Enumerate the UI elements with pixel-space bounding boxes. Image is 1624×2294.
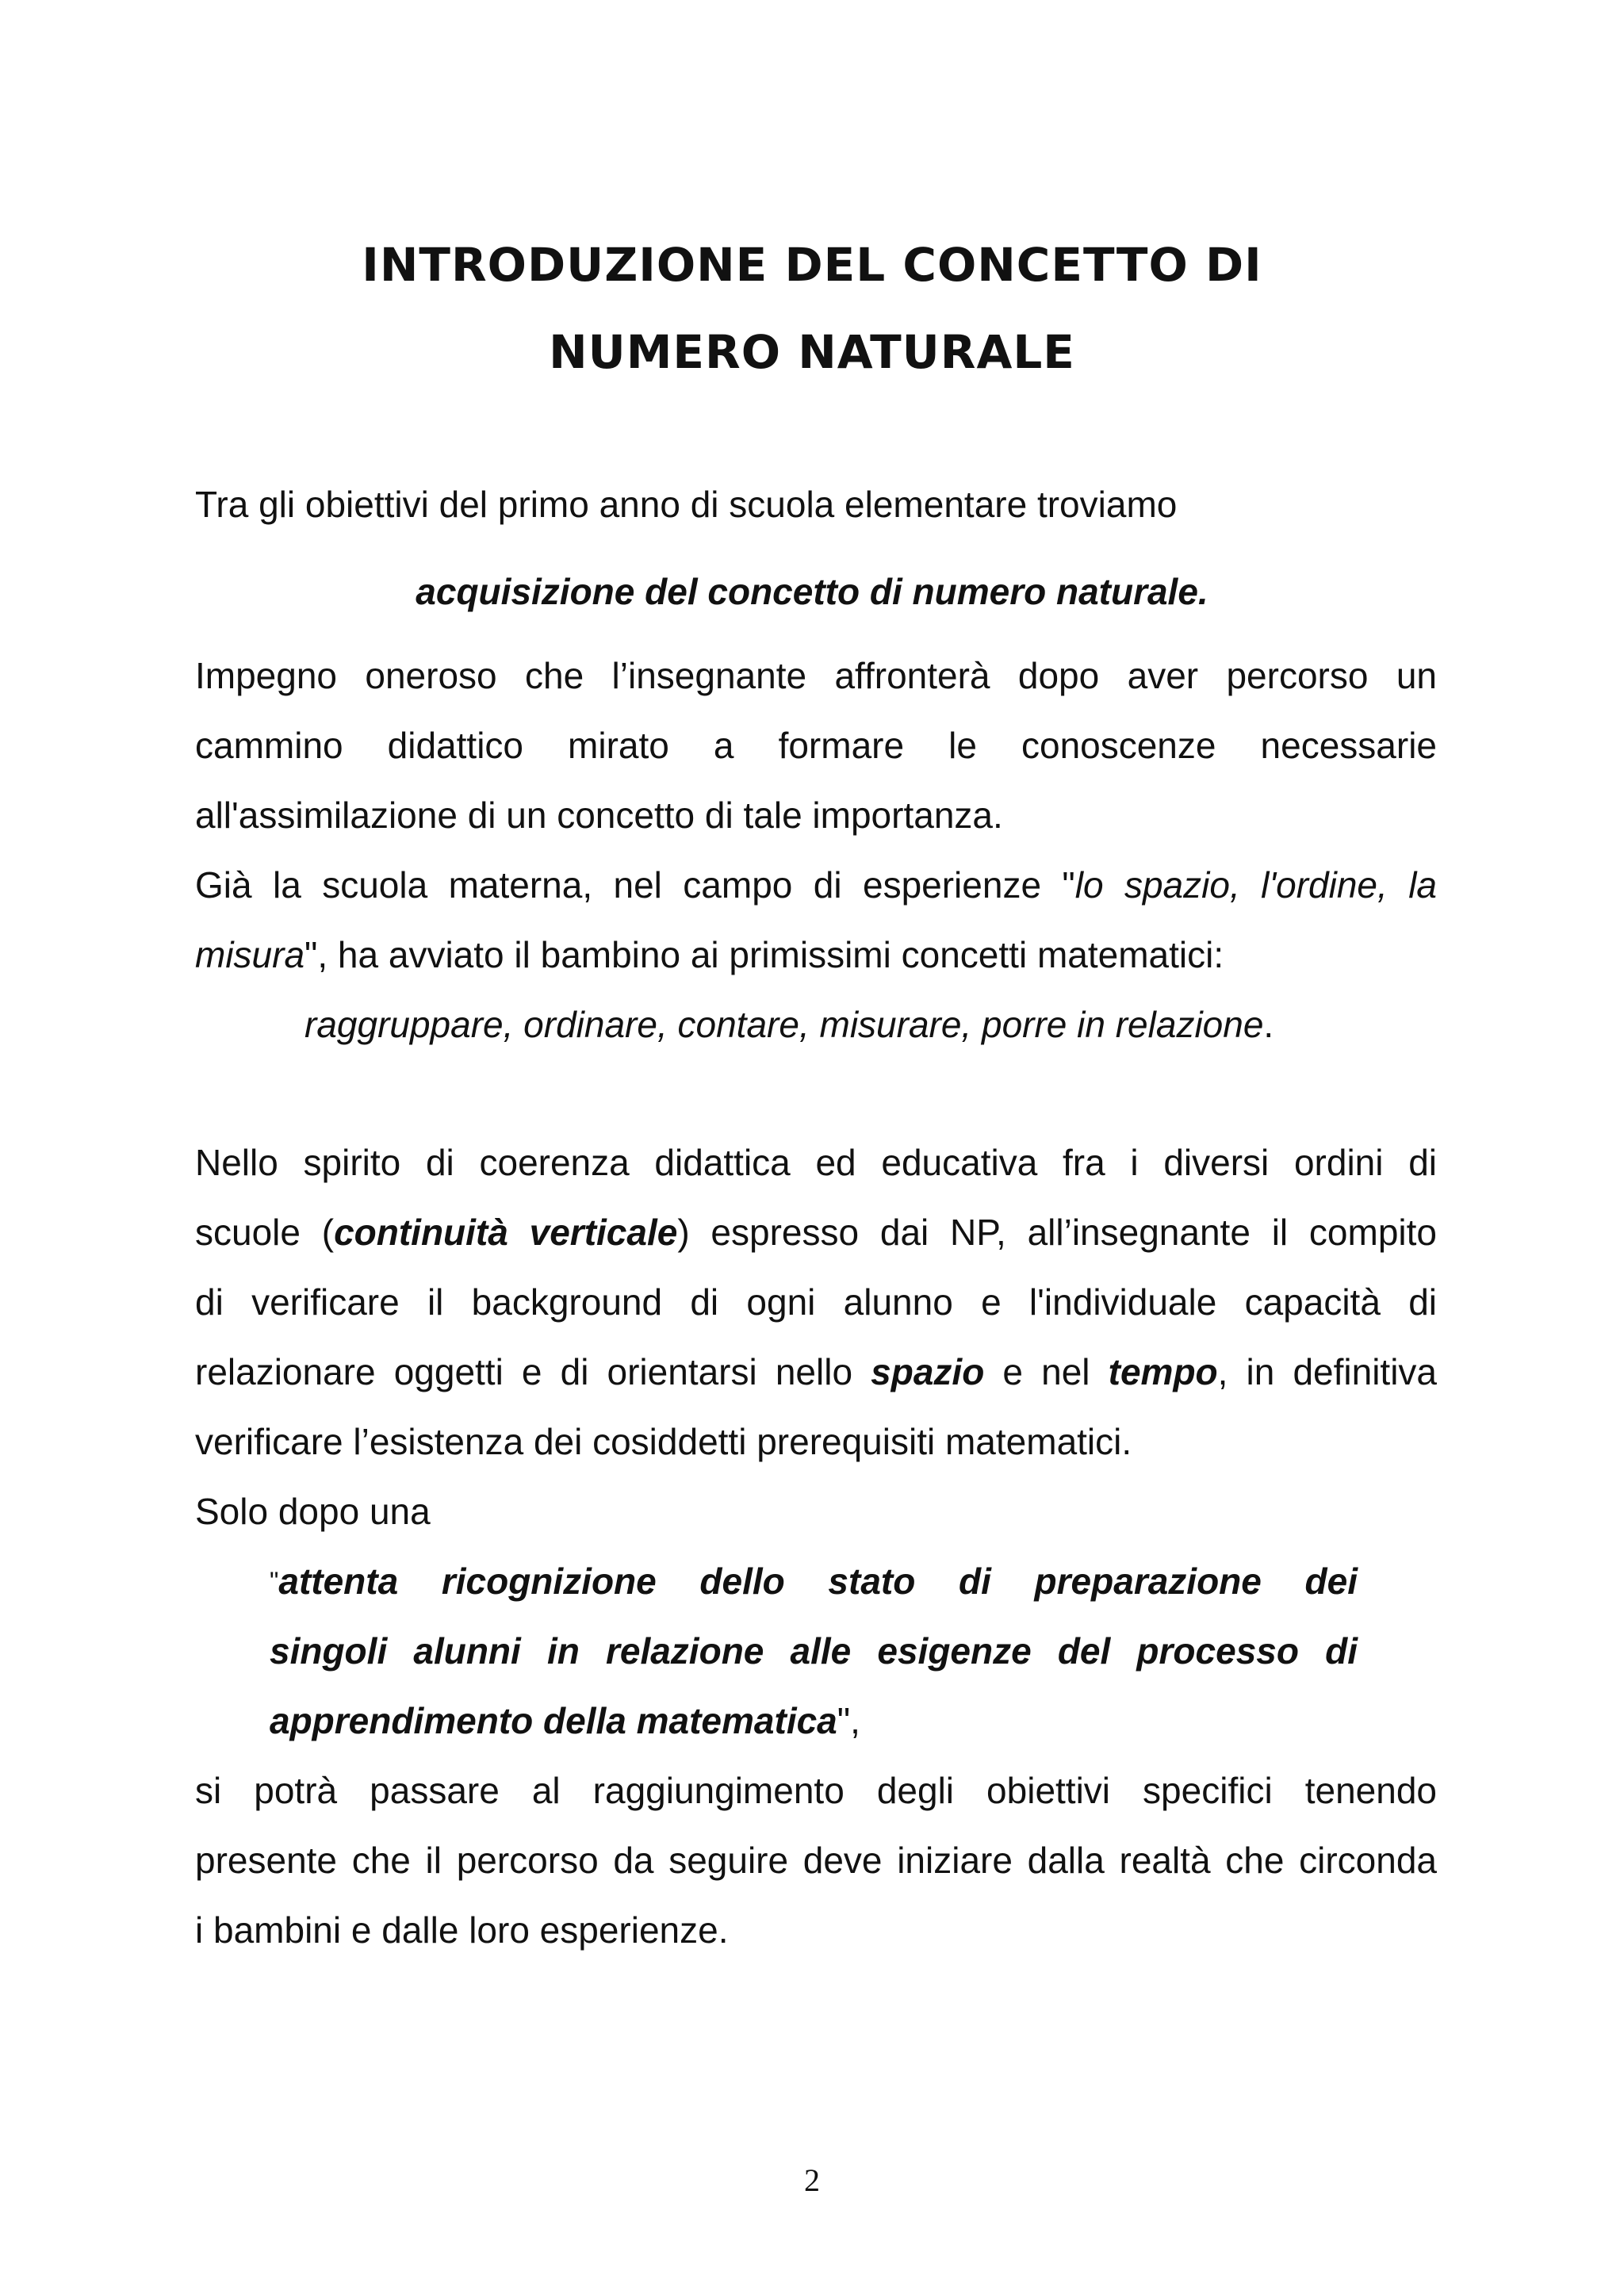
quote-line-3 [270,1686,1358,1756]
quote-text-3: apprendimento della matematica [270,1700,837,1741]
para2-list-end: . [1263,1004,1274,1045]
para4-line-3: i bambini e dalle loro esperienze. [195,1909,729,1951]
quote-line-2 [270,1616,1358,1686]
para2-text-2: ", ha avviato il bambino ai primissimi concetti matematici: [304,934,1224,975]
page-number: 2 [804,2162,820,2198]
para3-emphasis: continuità verticale [334,1212,678,1253]
quote-text-2: singoli alunni in relazione alle esigenze del processo di [270,1630,1358,1672]
quote-open: " [270,1567,279,1595]
quote-close: ", [837,1700,860,1741]
para3-text-d: relazionare oggetti e di orientarsi nello [195,1351,871,1392]
para3-line-2 [195,1197,1437,1267]
para2-text: Già la scuola materna, nel campo di esperienze " [195,864,1075,906]
para2-line-1 [195,850,1437,920]
para4-line-1: si potrà passare al raggiungimento degli obiettivi specifici tenendo [195,1770,1437,1811]
para1-line-1: Impegno oneroso che l’insegnante affronterà dopo aver percorso un [195,655,1437,696]
para1-line-3: all'assimilazione di un concetto di tale importanza. [195,795,1003,836]
para3-tempo: tempo [1108,1351,1218,1392]
para1-line-2: cammino didattico mirato a formare le conoscenze necessarie [195,725,1437,766]
para3-text-a: scuole ( [195,1212,335,1253]
para4-line-2: presente che il percorso da seguire deve iniziare dalla realtà che circonda [195,1840,1437,1881]
title-line-2: NUMERO NATURALE [549,325,1075,379]
para2-list: raggruppare, ordinare, contare, misurare, porre in relazione [304,1004,1264,1045]
para3-line-5: verificare l’esistenza dei cosiddetti prerequisiti matematici. [195,1421,1132,1462]
para2-line-2 [195,920,1437,990]
para3-spazio: spazio [871,1351,985,1392]
para3-text-f: , in definitiva [1217,1351,1438,1392]
para2-italic-misura: misura [195,934,305,975]
intro-line: Tra gli obiettivi del primo anno di scuola elementare troviamo [195,484,1178,525]
intro-emphasis [0,557,1624,626]
para3-text-e: e nel [984,1351,1109,1392]
para3-line-1: Nello spirito di coerenza didattica ed educativa fra i diversi ordini di [195,1142,1437,1183]
title-line-1: INTRODUZIONE DEL CONCETTO DI [362,238,1262,292]
para3-text-c: ) espresso dai NP, all’insegnante il compito [677,1212,1437,1253]
para2-italic: lo spazio, l'ordine, la [1074,864,1437,906]
quote-text-1: attenta ricognizione dello stato di preparazione dei [278,1561,1358,1602]
para3-line-6: Solo dopo una [195,1491,431,1532]
quote-line-1 [270,1546,1358,1616]
para3-line-4 [195,1337,1437,1407]
para3-line-3: di verificare il background di ogni alunno e l'individuale capacità di [195,1281,1437,1323]
para2-list-line [304,990,1546,1059]
emphasis-text: acquisizione del concetto di numero naturale. [416,571,1208,612]
